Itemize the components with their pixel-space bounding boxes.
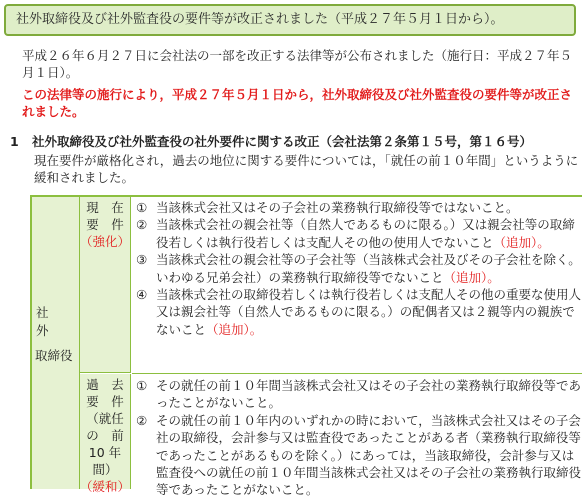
table-divider — [132, 373, 582, 374]
item-marker: ④ — [136, 287, 148, 303]
item-marker: ① — [136, 378, 148, 393]
added-tag: （追加）。 — [493, 234, 550, 250]
item-text: その就任の前１０年間当該株式会社又はその子会社の業務執行取締役等であったことがないこと。 — [156, 378, 582, 411]
intro-paragraph: 平成２６年６月２７日に会社法の一部を改正する法律等が公布されました（施行日：平成２７年５月１日）。 — [22, 48, 573, 80]
item-marker: ③ — [136, 252, 148, 268]
item-text: その就任の前１０年内のいずれかの時において，当該株式会社又はその子会社の取締役，会計参与又は監査役であったことがある者（業務執行取締役等であったことがあるものを除く。）にあっては，当該取締役，会計参与又は監査役への就任の前１０年間当該株式会社又はその子会社の業務執行取締役等であったことがないこと。 — [156, 412, 582, 498]
item-marker: ② — [136, 412, 148, 428]
section-heading — [10, 133, 580, 150]
past-label-line4: の 前 — [86, 428, 124, 443]
past-label-line5: 10 年 — [88, 445, 122, 460]
past-label-line2: 要 件 — [86, 394, 124, 409]
past-tag: （緩和） — [80, 479, 131, 494]
item-text: 当該株式会社又はその子会社の業務執行取締役等ではないこと。 — [156, 200, 519, 215]
added-tag: （追加）。 — [206, 321, 263, 337]
past-label-line3: （就任 — [86, 411, 124, 426]
section-number: 1 — [10, 134, 19, 149]
current-label-line1: 現 在 — [86, 200, 124, 215]
list-item — [132, 286, 582, 338]
section-body: 現在要件が厳格化され，過去の地位に関する要件については，「就任の前１０年間」というように緩和されました。 — [34, 153, 579, 185]
section-title: 社外取締役及び社外監査役の社外要件に関する改正（会社法第２条第１５号，第１６号） — [32, 134, 533, 149]
past-requirements-list — [132, 377, 582, 499]
list-item — [132, 377, 582, 412]
added-tag: （追加）。 — [443, 269, 500, 285]
current-label-line2: 要 件 — [86, 217, 124, 232]
list-item — [132, 251, 582, 286]
item-text: 当該株式会社の親会社等の子会社等（当該株式会社及びその子会社を除く。いわゆる兄弟会社）の業務執行取締役等でないこと — [156, 252, 581, 285]
requirements-table — [30, 195, 582, 498]
side-label-1: 社 外 — [36, 305, 59, 338]
list-item — [132, 216, 582, 251]
item-text: 当該株式会社の親会社等（自然人であるものに限る。）又は親会社等の取締役若しくは執行役若しくは支配人その他の使用人でないこと — [156, 217, 575, 250]
notice-paragraph: この法律等の施行により，平成２７年５月１日から，社外取締役及び社外監査役の要件等が改正されました。 — [22, 87, 573, 119]
past-label-line1: 過 去 — [86, 377, 124, 392]
past-label-line6: 間） — [92, 462, 118, 477]
list-item — [132, 412, 582, 499]
item-text: 当該株式会社の取締役若しくは執行役若しくは支配人その他の重要な使用人又は親会社等（自然人であるものに限る。）の配偶者又は２親等内の親族でないこと — [156, 287, 582, 337]
item-marker: ① — [136, 200, 148, 215]
past-requirements-label — [80, 374, 131, 494]
list-item — [132, 199, 582, 216]
current-tag: （強化） — [80, 234, 131, 249]
table-side-label — [32, 197, 80, 489]
item-marker: ② — [136, 217, 148, 233]
side-label-2: 取締役 — [35, 348, 73, 363]
page-banner: 社外取締役及び社外監査役の要件等が改正されました（平成２７年５月１日から）。 — [4, 4, 576, 36]
current-requirements-list — [132, 199, 582, 338]
current-requirements-label — [80, 197, 131, 373]
